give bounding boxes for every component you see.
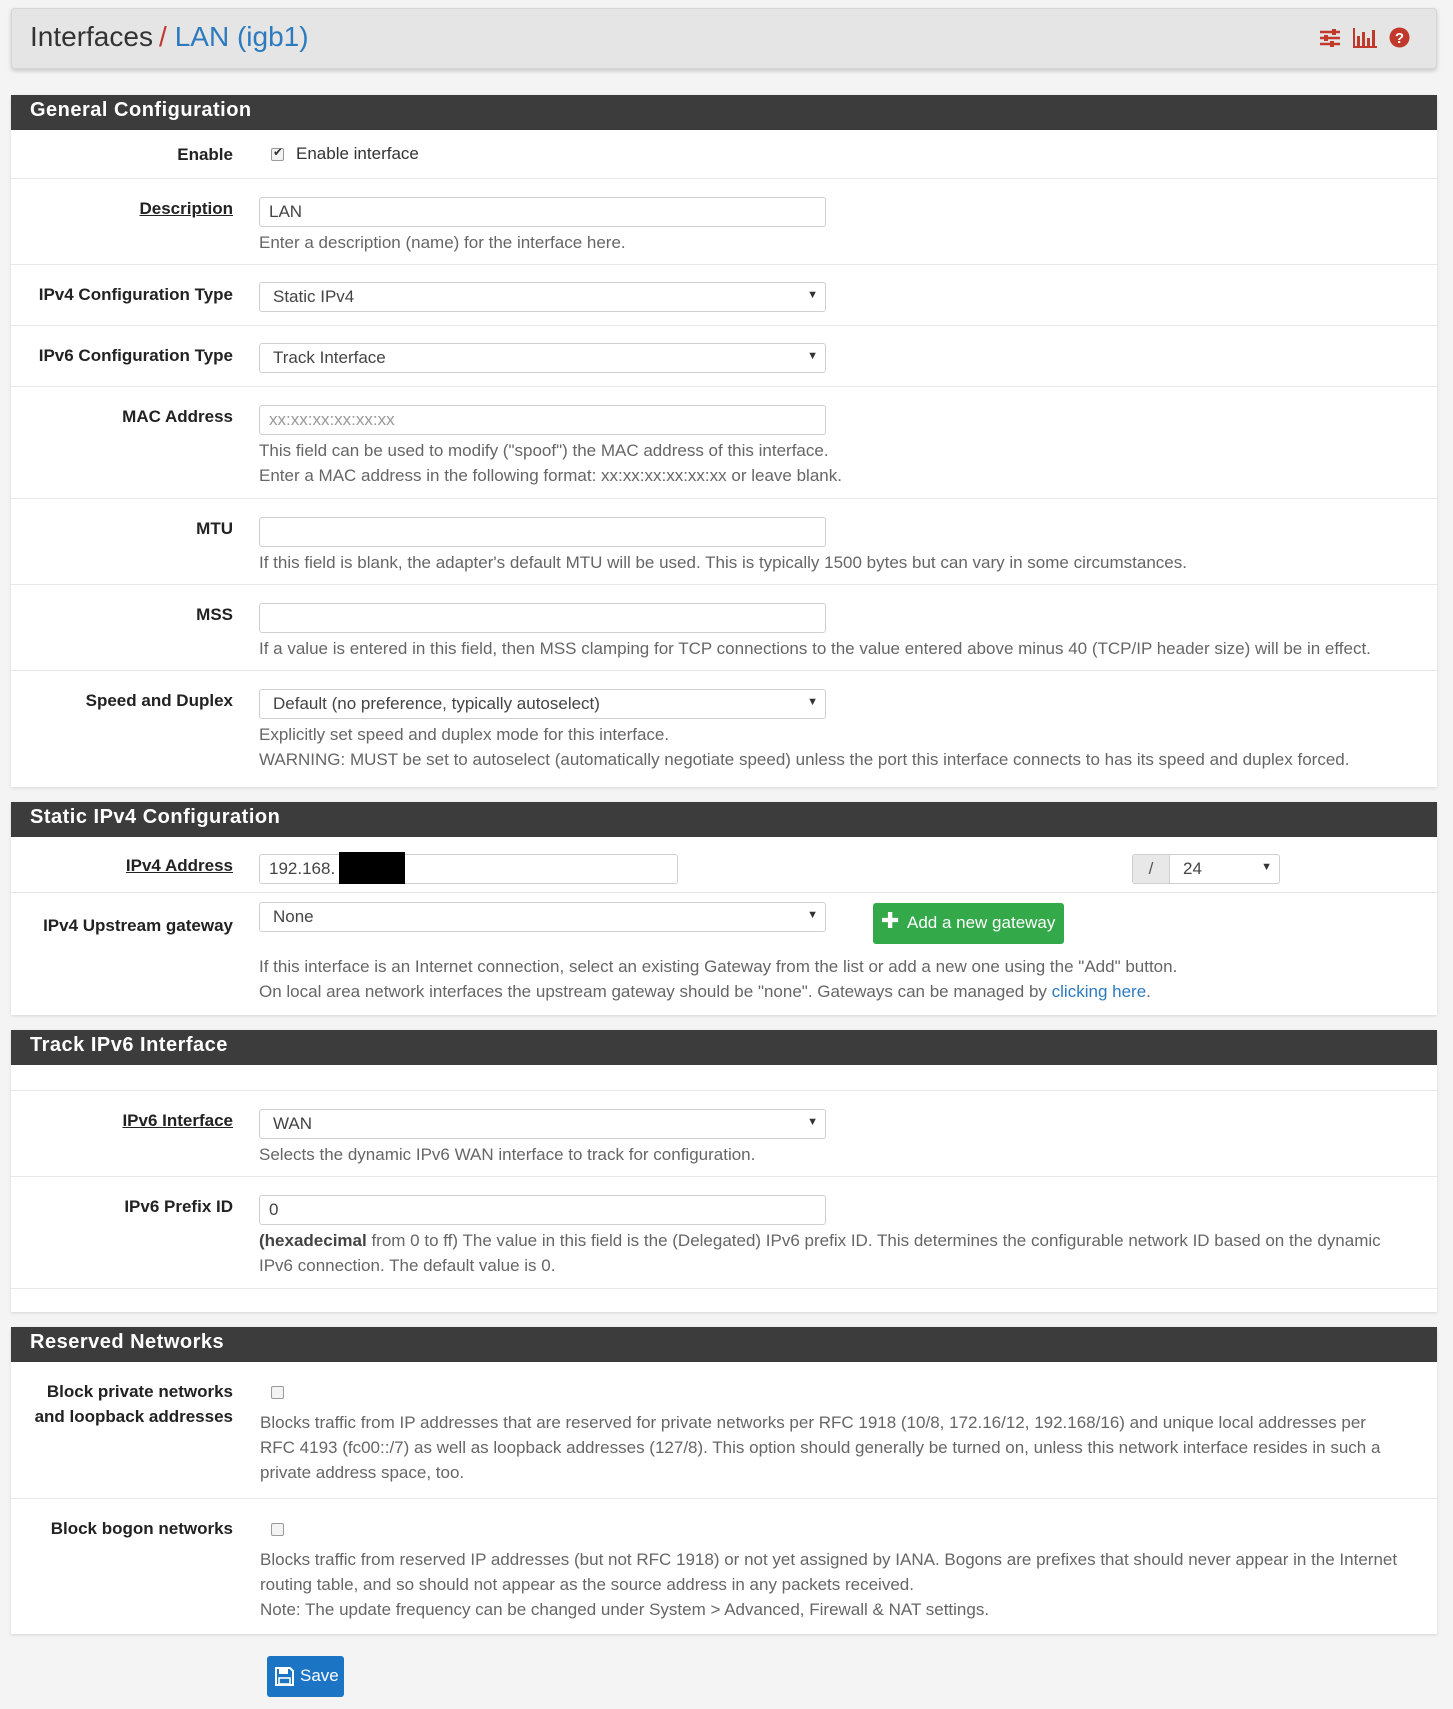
panel-footer-divider <box>11 1288 1437 1312</box>
panel-heading: Reserved Networks <box>11 1327 1437 1362</box>
ipv4-type-row <box>11 264 1437 325</box>
plus-icon: ✚ <box>881 908 900 933</box>
ipv6-prefix-label: IPv6 Prefix ID <box>124 1197 233 1216</box>
ipv6-prefix-help-1 <box>259 1228 1381 1253</box>
block-bogon-help-2: routing table, and so should not appear as the source address in any packets received. <box>260 1575 914 1594</box>
save-button[interactable] <box>267 1656 344 1697</box>
mss-input[interactable] <box>259 603 826 633</box>
mtu-row <box>11 498 1437 584</box>
ipv4-address-label: IPv4 Address <box>125 856 233 875</box>
block-bogon-help-1: Blocks traffic from reserved IP addresses (but not RFC 1918) or not yet assigned by IANA. Bogons are prefixes that should never appear in the Internet <box>260 1550 1398 1569</box>
mss-help: If a value is entered in this field, then MSS clamping for TCP connections to the value entered above minus 40 (TCP/IP header size) will be in effect. <box>259 639 1371 658</box>
ipv6-interface-select[interactable] <box>259 1109 826 1139</box>
ipv6-type-row <box>11 325 1437 386</box>
enable-checkbox[interactable] <box>271 148 284 161</box>
block-private-help-1: Blocks traffic from IP addresses that are reserved for private networks per RFC 1918 (10/8, 172.16/12, 192.168/16) and unique local addresses per <box>260 1413 1366 1432</box>
block-bogon-help-3: Note: The update frequency can be changed under System > Advanced, Firewall & NAT settings. <box>260 1600 990 1619</box>
breadcrumb-current[interactable]: LAN (igb1) <box>174 21 309 52</box>
help-icon[interactable] <box>1389 27 1410 48</box>
panel-heading: Track IPv6 Interface <box>11 1030 1437 1065</box>
mac-label: MAC Address <box>122 407 233 426</box>
mtu-help: If this field is blank, the adapter's default MTU will be used. This is typically 1500 bytes but can vary in some circumstances. <box>259 553 1187 572</box>
ipv6-prefix-help-text: from 0 to ff) The value in this field is the (Delegated) IPv6 prefix ID. This determines the configurable network ID based on the dynamic <box>366 1231 1381 1250</box>
ipv4-gateway-help-2-text: On local area network interfaces the upstream gateway should be "none". Gateways can be managed by <box>259 982 1052 1001</box>
svg-text:?: ? <box>1394 30 1405 47</box>
chevron-down-icon: ▼ <box>807 696 818 708</box>
chevron-down-icon: ▼ <box>1261 861 1272 873</box>
gateways-link[interactable]: clicking here <box>1051 982 1147 1001</box>
mss-row <box>11 584 1437 670</box>
block-bogon-label: Block bogon networks <box>50 1519 233 1538</box>
speed-duplex-help-1: Explicitly set speed and duplex mode for this interface. <box>259 725 670 744</box>
description-label: Description <box>139 199 233 218</box>
save-button-label: Save <box>300 1666 339 1685</box>
breadcrumb-separator: / <box>158 21 167 52</box>
panel-heading: Static IPv4 Configuration <box>11 802 1437 837</box>
ipv6-prefix-help-2: IPv6 connection. The default value is 0. <box>259 1256 556 1275</box>
description-input[interactable] <box>259 197 826 227</box>
block-private-help-3: private address space, too. <box>260 1463 465 1482</box>
ipv6-interface-row <box>11 1090 1437 1176</box>
mac-input[interactable] <box>259 405 826 435</box>
ipv4-type-value: Static IPv4 <box>273 287 355 306</box>
ipv4-gateway-value: None <box>273 907 314 926</box>
ipv4-gateway-select[interactable] <box>259 902 826 932</box>
ipv4-address-row <box>11 837 1437 892</box>
cidr-slash-addon <box>1132 854 1170 884</box>
ipv4-type-select[interactable] <box>259 282 826 312</box>
speed-duplex-label: Speed and Duplex <box>85 691 233 710</box>
ipv6-type-value: Track Interface <box>273 348 386 367</box>
ipv6-prefix-row <box>11 1176 1437 1288</box>
ipv6-interface-value: WAN <box>273 1114 313 1133</box>
cidr-prefix-select[interactable] <box>1170 854 1280 884</box>
description-help: Enter a description (name) for the interface here. <box>259 233 626 252</box>
ipv6-prefix-help-bold: (hexadecimal <box>259 1231 367 1250</box>
enable-label: Enable <box>177 145 233 164</box>
mac-row <box>11 386 1437 498</box>
block-private-help-2: RFC 4193 (fc00::/7) as well as loopback addresses (127/8). This option should generally be turned on, unless this network interface resides in such a <box>260 1438 1381 1457</box>
chevron-down-icon: ▼ <box>807 1116 818 1128</box>
ipv6-type-label: IPv6 Configuration Type <box>38 346 233 365</box>
static-ipv4-panel <box>11 802 1437 1015</box>
mac-help-2: Enter a MAC address in the following format: xx:xx:xx:xx:xx:xx or leave blank. <box>259 466 842 485</box>
speed-duplex-help-2: WARNING: MUST be set to autoselect (automatically negotiate speed) unless the port this interface connects to has its speed and duplex forced. <box>259 750 1350 769</box>
sliders-icon[interactable] <box>1319 28 1341 48</box>
block-private-label: Block private networks and loopback addresses <box>34 1382 233 1426</box>
chevron-down-icon: ▼ <box>807 289 818 301</box>
cidr-prefix-value: 24 <box>1183 859 1202 878</box>
speed-duplex-row <box>11 670 1437 787</box>
track-ipv6-panel <box>11 1030 1437 1312</box>
ipv4-type-label: IPv4 Configuration Type <box>38 285 233 304</box>
panel-heading: General Configuration <box>11 95 1437 130</box>
mtu-label: MTU <box>196 519 233 538</box>
description-row <box>11 178 1437 264</box>
block-bogon-checkbox[interactable] <box>271 1523 284 1536</box>
add-gateway-button[interactable] <box>873 903 1064 944</box>
ipv6-prefix-input[interactable] <box>259 1195 826 1225</box>
chevron-down-icon: ▼ <box>807 350 818 362</box>
block-private-row <box>11 1362 1437 1498</box>
enable-row <box>11 130 1437 178</box>
cidr-slash: / <box>1148 859 1154 878</box>
ipv4-gateway-help-2 <box>259 979 1151 1004</box>
ipv4-gateway-row <box>11 892 1437 1015</box>
mtu-input[interactable] <box>259 517 826 547</box>
chevron-down-icon: ▼ <box>807 909 818 921</box>
floppy-disk-icon <box>275 1667 294 1686</box>
speed-duplex-select[interactable] <box>259 689 826 719</box>
reserved-networks-panel <box>11 1327 1437 1634</box>
ipv4-address-input[interactable] <box>259 854 678 884</box>
general-configuration-panel <box>11 95 1437 787</box>
ipv4-gateway-label: IPv4 Upstream gateway <box>43 916 233 935</box>
speed-duplex-value: Default (no preference, typically autoselect) <box>273 694 600 713</box>
block-private-checkbox[interactable] <box>271 1386 284 1399</box>
breadcrumb <box>30 21 309 53</box>
enable-checkbox-label[interactable]: Enable interface <box>296 144 419 163</box>
ipv6-interface-help: Selects the dynamic IPv6 WAN interface to track for configuration. <box>259 1145 756 1164</box>
mac-help-1: This field can be used to modify ("spoof") the MAC address of this interface. <box>259 441 829 460</box>
mss-label: MSS <box>196 605 233 624</box>
ipv6-interface-label: IPv6 Interface <box>122 1111 233 1130</box>
breadcrumb-interfaces[interactable]: Interfaces <box>30 21 153 52</box>
ipv4-gateway-help-1: If this interface is an Internet connection, select an existing Gateway from the list or add a new one using the "Add" button. <box>259 957 1178 976</box>
ipv4-gateway-help-2-end: . <box>1146 982 1151 1001</box>
ipv6-type-select[interactable] <box>259 343 826 373</box>
add-gateway-button-label: Add a new gateway <box>907 913 1056 932</box>
redacted-block <box>339 852 405 884</box>
bar-chart-icon[interactable] <box>1353 28 1377 48</box>
block-bogon-row <box>11 1498 1437 1634</box>
page-header <box>11 8 1437 69</box>
